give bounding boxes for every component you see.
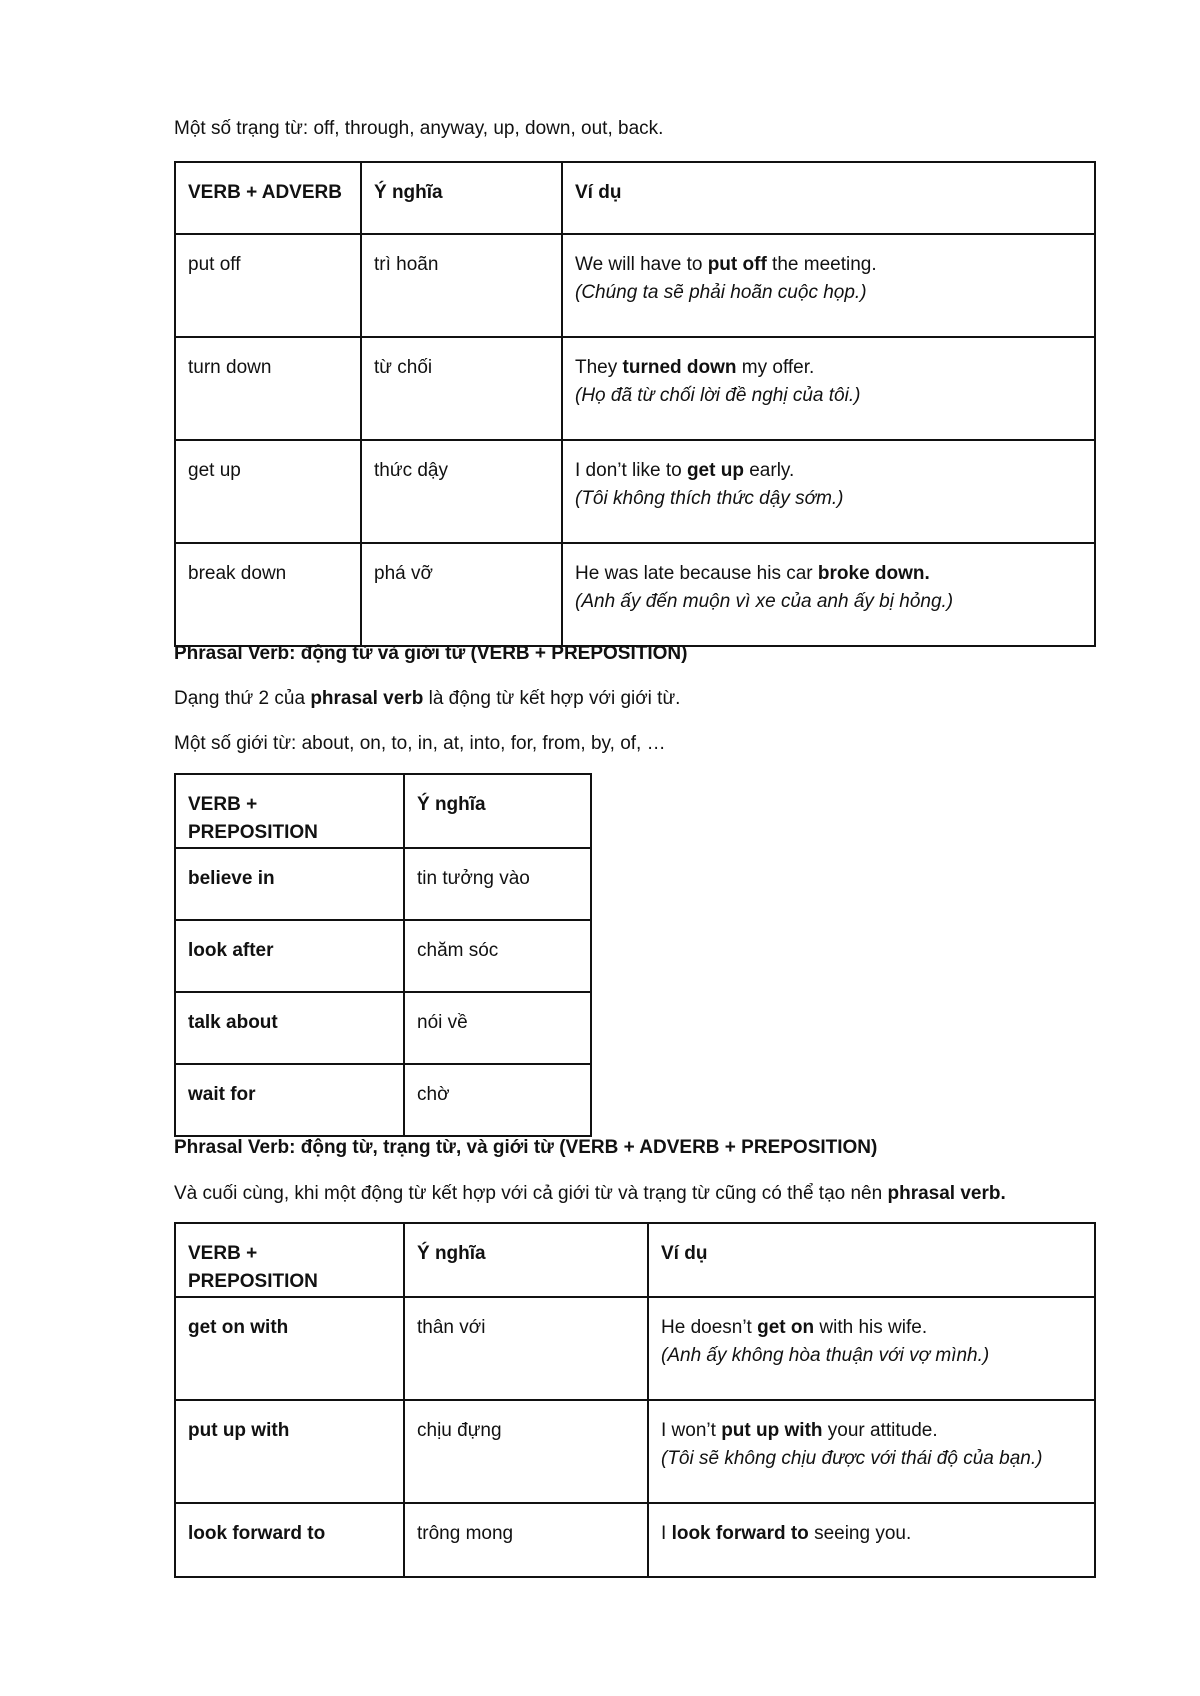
column-header: Ví dụ bbox=[648, 1223, 1095, 1297]
example-cell bbox=[562, 337, 1095, 440]
example-translation: (Anh ấy đến muộn vì xe của anh ấy bị hỏng.) bbox=[575, 591, 954, 612]
example-cell bbox=[562, 234, 1095, 337]
section-heading-preposition: Phrasal Verb: động từ và giới từ (VERB + PREPOSITION) bbox=[174, 643, 688, 664]
preposition-description bbox=[174, 687, 680, 711]
table-row bbox=[175, 234, 1095, 337]
example-translation: (Chúng ta sẽ phải hoãn cuộc họp.) bbox=[575, 282, 867, 303]
example-text: I bbox=[661, 1523, 672, 1544]
example-cell bbox=[648, 1503, 1095, 1577]
verb-cell: get on with bbox=[175, 1297, 404, 1400]
verb-cell: break down bbox=[175, 543, 361, 646]
verb-adverb-preposition-table bbox=[174, 1222, 1096, 1578]
example-text: early. bbox=[743, 460, 795, 481]
table-row bbox=[175, 337, 1095, 440]
example-english bbox=[661, 1520, 1082, 1548]
intro-adverbs-paragraph bbox=[174, 117, 663, 141]
example-phrasal-verb: put off bbox=[707, 254, 767, 275]
preposition-list: Một số giới từ: about, on, to, in, at, into, for, from, by, of, … bbox=[174, 733, 666, 754]
meaning-cell: từ chối bbox=[361, 337, 562, 440]
example-phrasal-verb: turned down bbox=[622, 357, 737, 378]
example-phrasal-verb: get up bbox=[686, 460, 744, 481]
example-text: I don’t like to bbox=[575, 460, 687, 481]
column-header: Ví dụ bbox=[562, 162, 1095, 234]
column-header: VERB + PREPOSITION bbox=[175, 1223, 404, 1297]
section-heading-combined: Phrasal Verb: động từ, trạng từ, và giới từ (VERB + ADVERB + PREPOSITION) bbox=[174, 1137, 878, 1158]
meaning-cell: thức dậy bbox=[361, 440, 562, 543]
example-phrasal-verb: put up with bbox=[721, 1420, 823, 1441]
meaning-cell: nói về bbox=[404, 992, 591, 1064]
example-english bbox=[575, 354, 1082, 382]
table-row bbox=[175, 1503, 1095, 1577]
example-english bbox=[661, 1417, 1082, 1445]
example-cell bbox=[648, 1400, 1095, 1503]
example-text: my offer. bbox=[736, 357, 815, 378]
example-phrasal-verb: broke down. bbox=[817, 563, 930, 584]
table-row bbox=[175, 1064, 591, 1136]
description-text: là động từ kết hợp với giới từ. bbox=[423, 688, 681, 709]
column-header: VERB + PREPOSITION bbox=[175, 774, 404, 848]
description-text: Dạng thứ 2 của bbox=[174, 688, 311, 709]
meaning-cell: phá vỡ bbox=[361, 543, 562, 646]
example-translation: (Tôi không thích thức dậy sớm.) bbox=[575, 488, 844, 509]
meaning-cell: trông mong bbox=[404, 1503, 648, 1577]
combined-description bbox=[174, 1182, 1006, 1206]
verb-cell: look after bbox=[175, 920, 404, 992]
verb-cell: believe in bbox=[175, 848, 404, 920]
description-bold-term: phrasal verb. bbox=[887, 1183, 1006, 1204]
verb-cell: turn down bbox=[175, 337, 361, 440]
meaning-cell: trì hoãn bbox=[361, 234, 562, 337]
description-bold-term: phrasal verb bbox=[310, 688, 424, 709]
column-header: Ý nghĩa bbox=[404, 1223, 648, 1297]
table-header-row bbox=[175, 162, 1095, 234]
example-text: your attitude. bbox=[822, 1420, 938, 1441]
verb-cell: look forward to bbox=[175, 1503, 404, 1577]
example-cell bbox=[648, 1297, 1095, 1400]
table-row bbox=[175, 1400, 1095, 1503]
verb-adverb-table bbox=[174, 161, 1096, 647]
table-header-row bbox=[175, 1223, 1095, 1297]
table-row bbox=[175, 920, 591, 992]
example-translation: (Tôi sẽ không chịu được với thái độ của bạn.) bbox=[661, 1448, 1043, 1469]
verb-preposition-table bbox=[174, 773, 592, 1137]
verb-cell: put up with bbox=[175, 1400, 404, 1503]
example-cell bbox=[562, 543, 1095, 646]
description-text: Và cuối cùng, khi một động từ kết hợp với cả giới từ và trạng từ cũng có thể tạo nên bbox=[174, 1183, 888, 1204]
meaning-cell: chăm sóc bbox=[404, 920, 591, 992]
example-translation: (Anh ấy không hòa thuận với vợ mình.) bbox=[661, 1345, 990, 1366]
intro-adverbs-prefix: Một số trạng từ: bbox=[174, 118, 314, 139]
column-header: Ý nghĩa bbox=[361, 162, 562, 234]
column-header: VERB + ADVERB bbox=[175, 162, 361, 234]
example-english bbox=[661, 1314, 1082, 1342]
table-row bbox=[175, 440, 1095, 543]
meaning-cell: thân với bbox=[404, 1297, 648, 1400]
table-row bbox=[175, 543, 1095, 646]
intro-adverbs-list: off, through, anyway, up, down, out, back. bbox=[313, 118, 664, 139]
example-phrasal-verb: look forward to bbox=[671, 1523, 809, 1544]
example-text: with his wife. bbox=[814, 1317, 928, 1338]
example-cell bbox=[562, 440, 1095, 543]
column-header: Ý nghĩa bbox=[404, 774, 591, 848]
example-text: He was late because his car bbox=[575, 563, 818, 584]
example-translation: (Họ đã từ chối lời đề nghị của tôi.) bbox=[575, 385, 861, 406]
example-phrasal-verb: get on bbox=[757, 1317, 815, 1338]
meaning-cell: chịu đựng bbox=[404, 1400, 648, 1503]
example-text: He doesn’t bbox=[661, 1317, 758, 1338]
table-header-row bbox=[175, 774, 591, 848]
verb-cell: wait for bbox=[175, 1064, 404, 1136]
example-text: the meeting. bbox=[766, 254, 877, 275]
table-row bbox=[175, 848, 591, 920]
example-text: They bbox=[575, 357, 623, 378]
table-row bbox=[175, 1297, 1095, 1400]
meaning-cell: chờ bbox=[404, 1064, 591, 1136]
example-english bbox=[575, 560, 1082, 588]
meaning-cell: tin tưởng vào bbox=[404, 848, 591, 920]
verb-cell: talk about bbox=[175, 992, 404, 1064]
example-english bbox=[575, 251, 1082, 279]
table-row bbox=[175, 992, 591, 1064]
example-text: I won’t bbox=[661, 1420, 722, 1441]
verb-cell: get up bbox=[175, 440, 361, 543]
example-english bbox=[575, 457, 1082, 485]
verb-cell: put off bbox=[175, 234, 361, 337]
example-text: We will have to bbox=[575, 254, 708, 275]
example-text: seeing you. bbox=[808, 1523, 912, 1544]
